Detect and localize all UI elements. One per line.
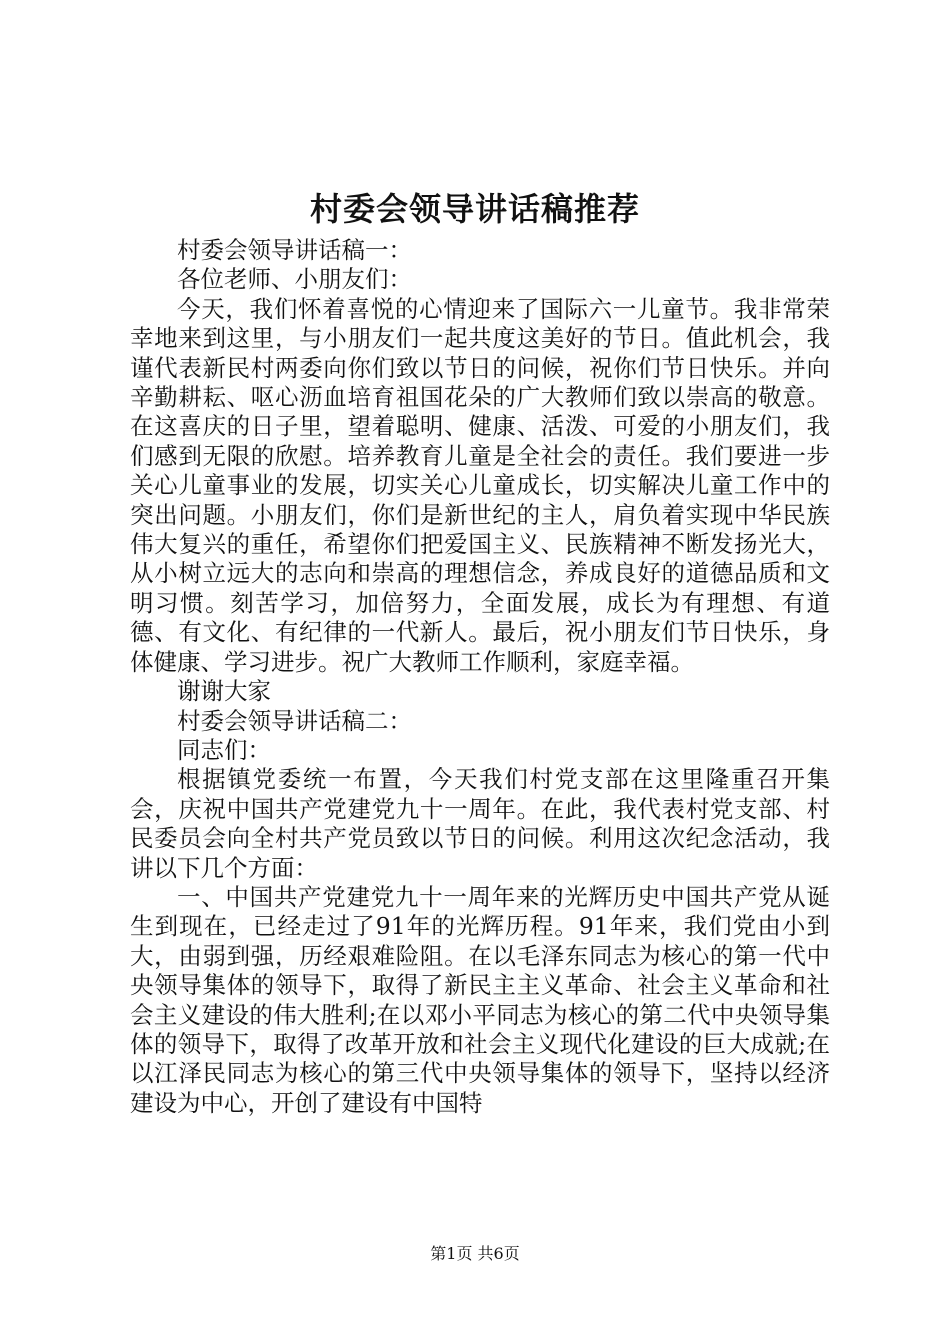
- page-number-footer: 第1页 共6页: [430, 1244, 520, 1263]
- paragraph-thanks: 谢谢大家: [177, 677, 271, 706]
- paragraph-draft-two-heading: 村委会领导讲话稿二：: [177, 706, 412, 735]
- paragraph-greeting-teachers: 各位老师、小朋友们：: [177, 265, 412, 294]
- paragraph-party-history: 一、中国共产党建党九十一周年来的光辉历史中国共产党从诞生到现在，已经走过了91年的光辉历程。91年来，我们党由小到大，由弱到强，历经艰难险阻。在以毛泽东同志为核心的第一代中央领导集体的领导下，取得了新民主主义革命、社会主义革命和社会主义建设的伟大胜利;在以邓小平同志为核心的第二代中央领导集体的领导下，取得了改革开放和社会主义现代化建设的巨大成就;在以江泽民同志为核心的第三代中央领导集体的领导下，坚持以经济建设为中心，开创了建设有中国特: [130, 882, 830, 1117]
- document-title: 村委会领导讲话稿推荐: [309, 190, 640, 228]
- paragraph-childrens-day-speech: 今天，我们怀着喜悦的心情迎来了国际六一儿童节。我非常荣幸地来到这里，与小朋友们一起共度这美好的节日。值此机会，我谨代表新民村两委向你们致以节日的问候，祝你们节日快乐。并向辛勤耕耘、呕心沥血培育祖国花朵的广大教师们致以崇高的敬意。在这喜庆的日子里，望着聪明、健康、活泼、可爱的小朋友们，我们感到无限的欣慰。培养教育儿童是全社会的责任。我们要进一步关心儿童事业的发展，切实关心儿童成长，切实解决儿童工作中的突出问题。小朋友们，你们是新世纪的主人，肩负着实现中华民族伟大复兴的重任，希望你们把爱国主义、民族精神不断发扬光大，从小树立远大的志向和崇高的理想信念，养成良好的道德品质和文明习惯。刻苦学习，加倍努力，全面发展，成长为有理想、有道德、有文化、有纪律的一代新人。最后，祝小朋友们节日快乐，身体健康、学习进步。祝广大教师工作顺利，家庭幸福。: [130, 294, 830, 676]
- paragraph-party-anniversary-intro: 根据镇党委统一布置，今天我们村党支部在这里隆重召开集会，庆祝中国共产党建党九十一周年。在此，我代表村党支部、村民委员会向全村共产党员致以节日的问候。利用这次纪念活动，我讲以下几个方面：: [130, 765, 830, 882]
- document-body: [130, 236, 830, 1118]
- paragraph-draft-one-heading: 村委会领导讲话稿一：: [177, 236, 412, 264]
- paragraph-greeting-comrades: 同志们：: [177, 735, 271, 764]
